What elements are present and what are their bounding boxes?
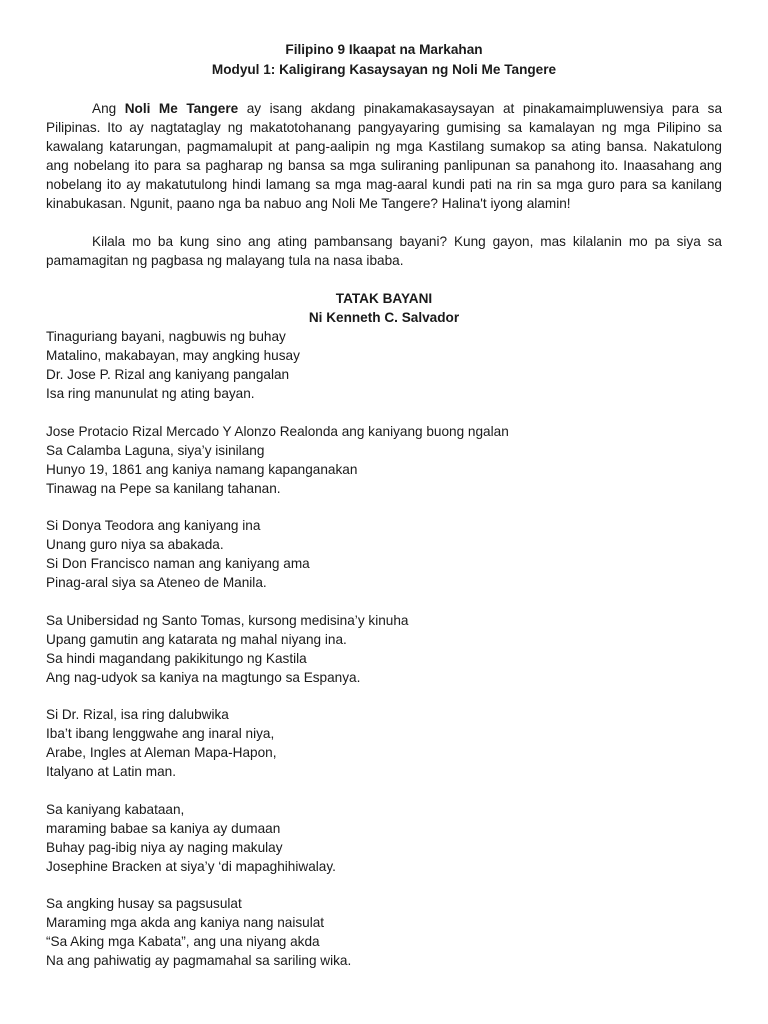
poem-stanza <box>46 800 722 876</box>
poem-line: Arabe, Ingles at Aleman Mapa-Hapon, <box>46 745 277 760</box>
intro-text-pre: Ang <box>92 101 125 116</box>
poem-line: Josephine Bracken at siya’y ‘di mapaghihiwalay. <box>46 858 336 874</box>
poem-line: Sa Unibersidad ng Santo Tomas, kursong medisina’y kinuha <box>46 612 409 628</box>
poem-line: Jose Protacio Rizal Mercado Y Alonzo Realonda ang kaniyang buong ngalan <box>46 423 509 439</box>
poem-line: Upang gamutin ang katarata ng mahal niyang ina. <box>46 631 347 647</box>
poem-line: “Sa Aking mga Kabata”, ang una niyang akda <box>46 934 320 949</box>
poem-line: Iba’t ibang lenggwahe ang inaral niya, <box>46 726 275 741</box>
document-page <box>46 40 722 989</box>
poem-author: Ni Kenneth C. Salvador <box>308 310 460 325</box>
poem-line: Unang guro niya sa abakada. <box>46 537 224 552</box>
document-title-line2: Modyul 1: Kaligirang Kasaysayan ng Noli Me Tangere <box>211 62 557 77</box>
document-title-line1: Filipino 9 Ikaapat na Markahan <box>285 42 483 57</box>
poem-line: Dr. Jose P. Rizal ang kaniyang pangalan <box>46 367 290 382</box>
poem-line: Si Dr. Rizal, isa ring dalubwika <box>46 707 229 722</box>
poem-line: Ang nag-udyok sa kaniya na magtungo sa Espanya. <box>46 669 361 685</box>
poem-stanza <box>46 705 722 781</box>
poem-line: Si Don Francisco naman ang kaniyang ama <box>46 556 310 571</box>
poem-line: Matalino, makabayan, may angking husay <box>46 348 300 363</box>
poem-stanza <box>46 422 722 498</box>
intro-text-post: ay isang akdang pinakamakasaysayan at pinakamaimpluwensiya para sa Pilipinas. Ito ay nagtataglay ng makatotohanang pangyayaring gumising sa kamalayan ng mga Pilipino sa kawalang katarungan, pagmamalupit at pang-aalipin ng mga Kastilang sumakop sa ating bansa. Nakatulong ang nobelang ito para sa pagharap ng bansa sa mga suliraning panlipunan sa panahong ito. Inaasahang ang nobelang ito ay makatutulong hindi lamang sa mga mag-aaral kundi pati na rin sa mga guro para sa kanilang kinabukasan. Ngunit, paano nga ba nabuo ang Noli Me Tangere? Halina't iyong alamin! <box>46 101 723 211</box>
poem-line: Sa Calamba Laguna, siya’y isinilang <box>46 442 265 458</box>
poem-line: Italyano at Latin man. <box>46 764 176 779</box>
poem-stanza <box>46 611 722 687</box>
poem-line: Tinaguriang bayani, nagbuwis ng buhay <box>46 329 286 344</box>
poem-stanza <box>46 894 722 970</box>
poem-line: Pinag-aral siya sa Ateneo de Manila. <box>46 575 267 590</box>
poem-line: Isa ring manunulat ng ating bayan. <box>46 386 255 401</box>
poem-line: Sa kaniyang kabataan, <box>46 801 185 817</box>
poem-title: TATAK BAYANI <box>335 291 433 306</box>
poem-line: Si Donya Teodora ang kaniyang ina <box>46 518 261 533</box>
poem-line: maraming babae sa kaniya ay dumaan <box>46 820 281 836</box>
poem-line: Maraming mga akda ang kaniya nang naisulat <box>46 915 325 930</box>
intro-paragraph-2: Kilala mo ba kung sino ang ating pambansang bayani? Kung gayon, mas kilalanin mo pa siya sa pamamagitan ng pagbasa ng malayang tula na nasa ibaba. <box>46 234 722 268</box>
poem-body <box>46 327 722 970</box>
poem-line: Sa hindi magandang pakikitungo ng Kastila <box>46 650 307 666</box>
poem-line: Buhay pag-ibig niya ay naging makulay <box>46 839 283 855</box>
noli-title-bold: Noli Me Tangere <box>124 101 239 116</box>
poem-line: Sa angking husay sa pagsusulat <box>46 896 242 911</box>
poem-stanza <box>46 327 722 403</box>
poem-line: Na ang pahiwatig ay pagmamahal sa sariling wika. <box>46 953 352 968</box>
intro-paragraph-1 <box>46 99 722 213</box>
poem-line: Hunyo 19, 1861 ang kaniya namang kapanganakan <box>46 461 358 477</box>
poem-line: Tinawag na Pepe sa kanilang tahanan. <box>46 480 281 496</box>
poem-stanza <box>46 516 722 592</box>
